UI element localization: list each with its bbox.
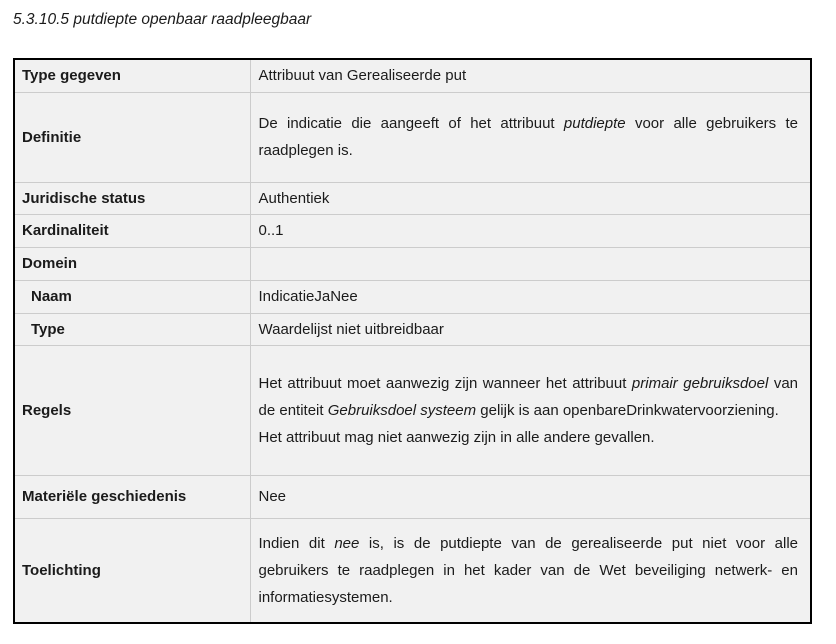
row-value: 0..1 [250,214,811,247]
row-label: Materiële geschiedenis [14,475,250,518]
row-value: Het attribuut moet aanwezig zijn wanneer het attribuut primair gebruiksdoel van de entiteit Gebruiksdoel systeem gelijk is aan openbareDrinkwatervoorziening. Het attribuut mag niet aanwezig zijn in alle andere gevallen. [250,345,811,475]
row-value: IndicatieJaNee [250,280,811,313]
table-row [14,247,811,280]
row-label: Kardinaliteit [14,214,250,247]
attribute-table-body [14,59,811,623]
table-row [14,214,811,247]
row-value: Indien dit nee is, is de putdiepte van de gerealiseerde put niet voor alle gebruikers te raadplegen in het kader van de Wet beveiliging netwerk- en informatiesystemen. [250,518,811,623]
table-row [14,59,811,92]
row-label: Juridische status [14,182,250,214]
row-value: De indicatie die aangeeft of het attribuut putdiepte voor alle gebruikers te raadplegen is. [250,92,811,182]
attribute-table [13,58,812,624]
row-value: Nee [250,475,811,518]
row-label: Type gegeven [14,59,250,92]
table-row [14,518,811,623]
row-value: Waardelijst niet uitbreidbaar [250,313,811,345]
row-label: Regels [14,345,250,475]
table-row [14,92,811,182]
row-label: Naam [14,280,250,313]
row-label: Domein [14,247,250,280]
row-value: Attribuut van Gerealiseerde put [250,59,811,92]
row-label: Type [14,313,250,345]
table-row [14,280,811,313]
row-value: Authentiek [250,182,811,214]
row-label: Toelichting [14,518,250,623]
row-label: Definitie [14,92,250,182]
table-row [14,313,811,345]
table-row [14,182,811,214]
section-title: 5.3.10.5 putdiepte openbaar raadpleegbaar [13,11,312,28]
table-row [14,345,811,475]
table-row [14,475,811,518]
row-value [250,247,811,280]
